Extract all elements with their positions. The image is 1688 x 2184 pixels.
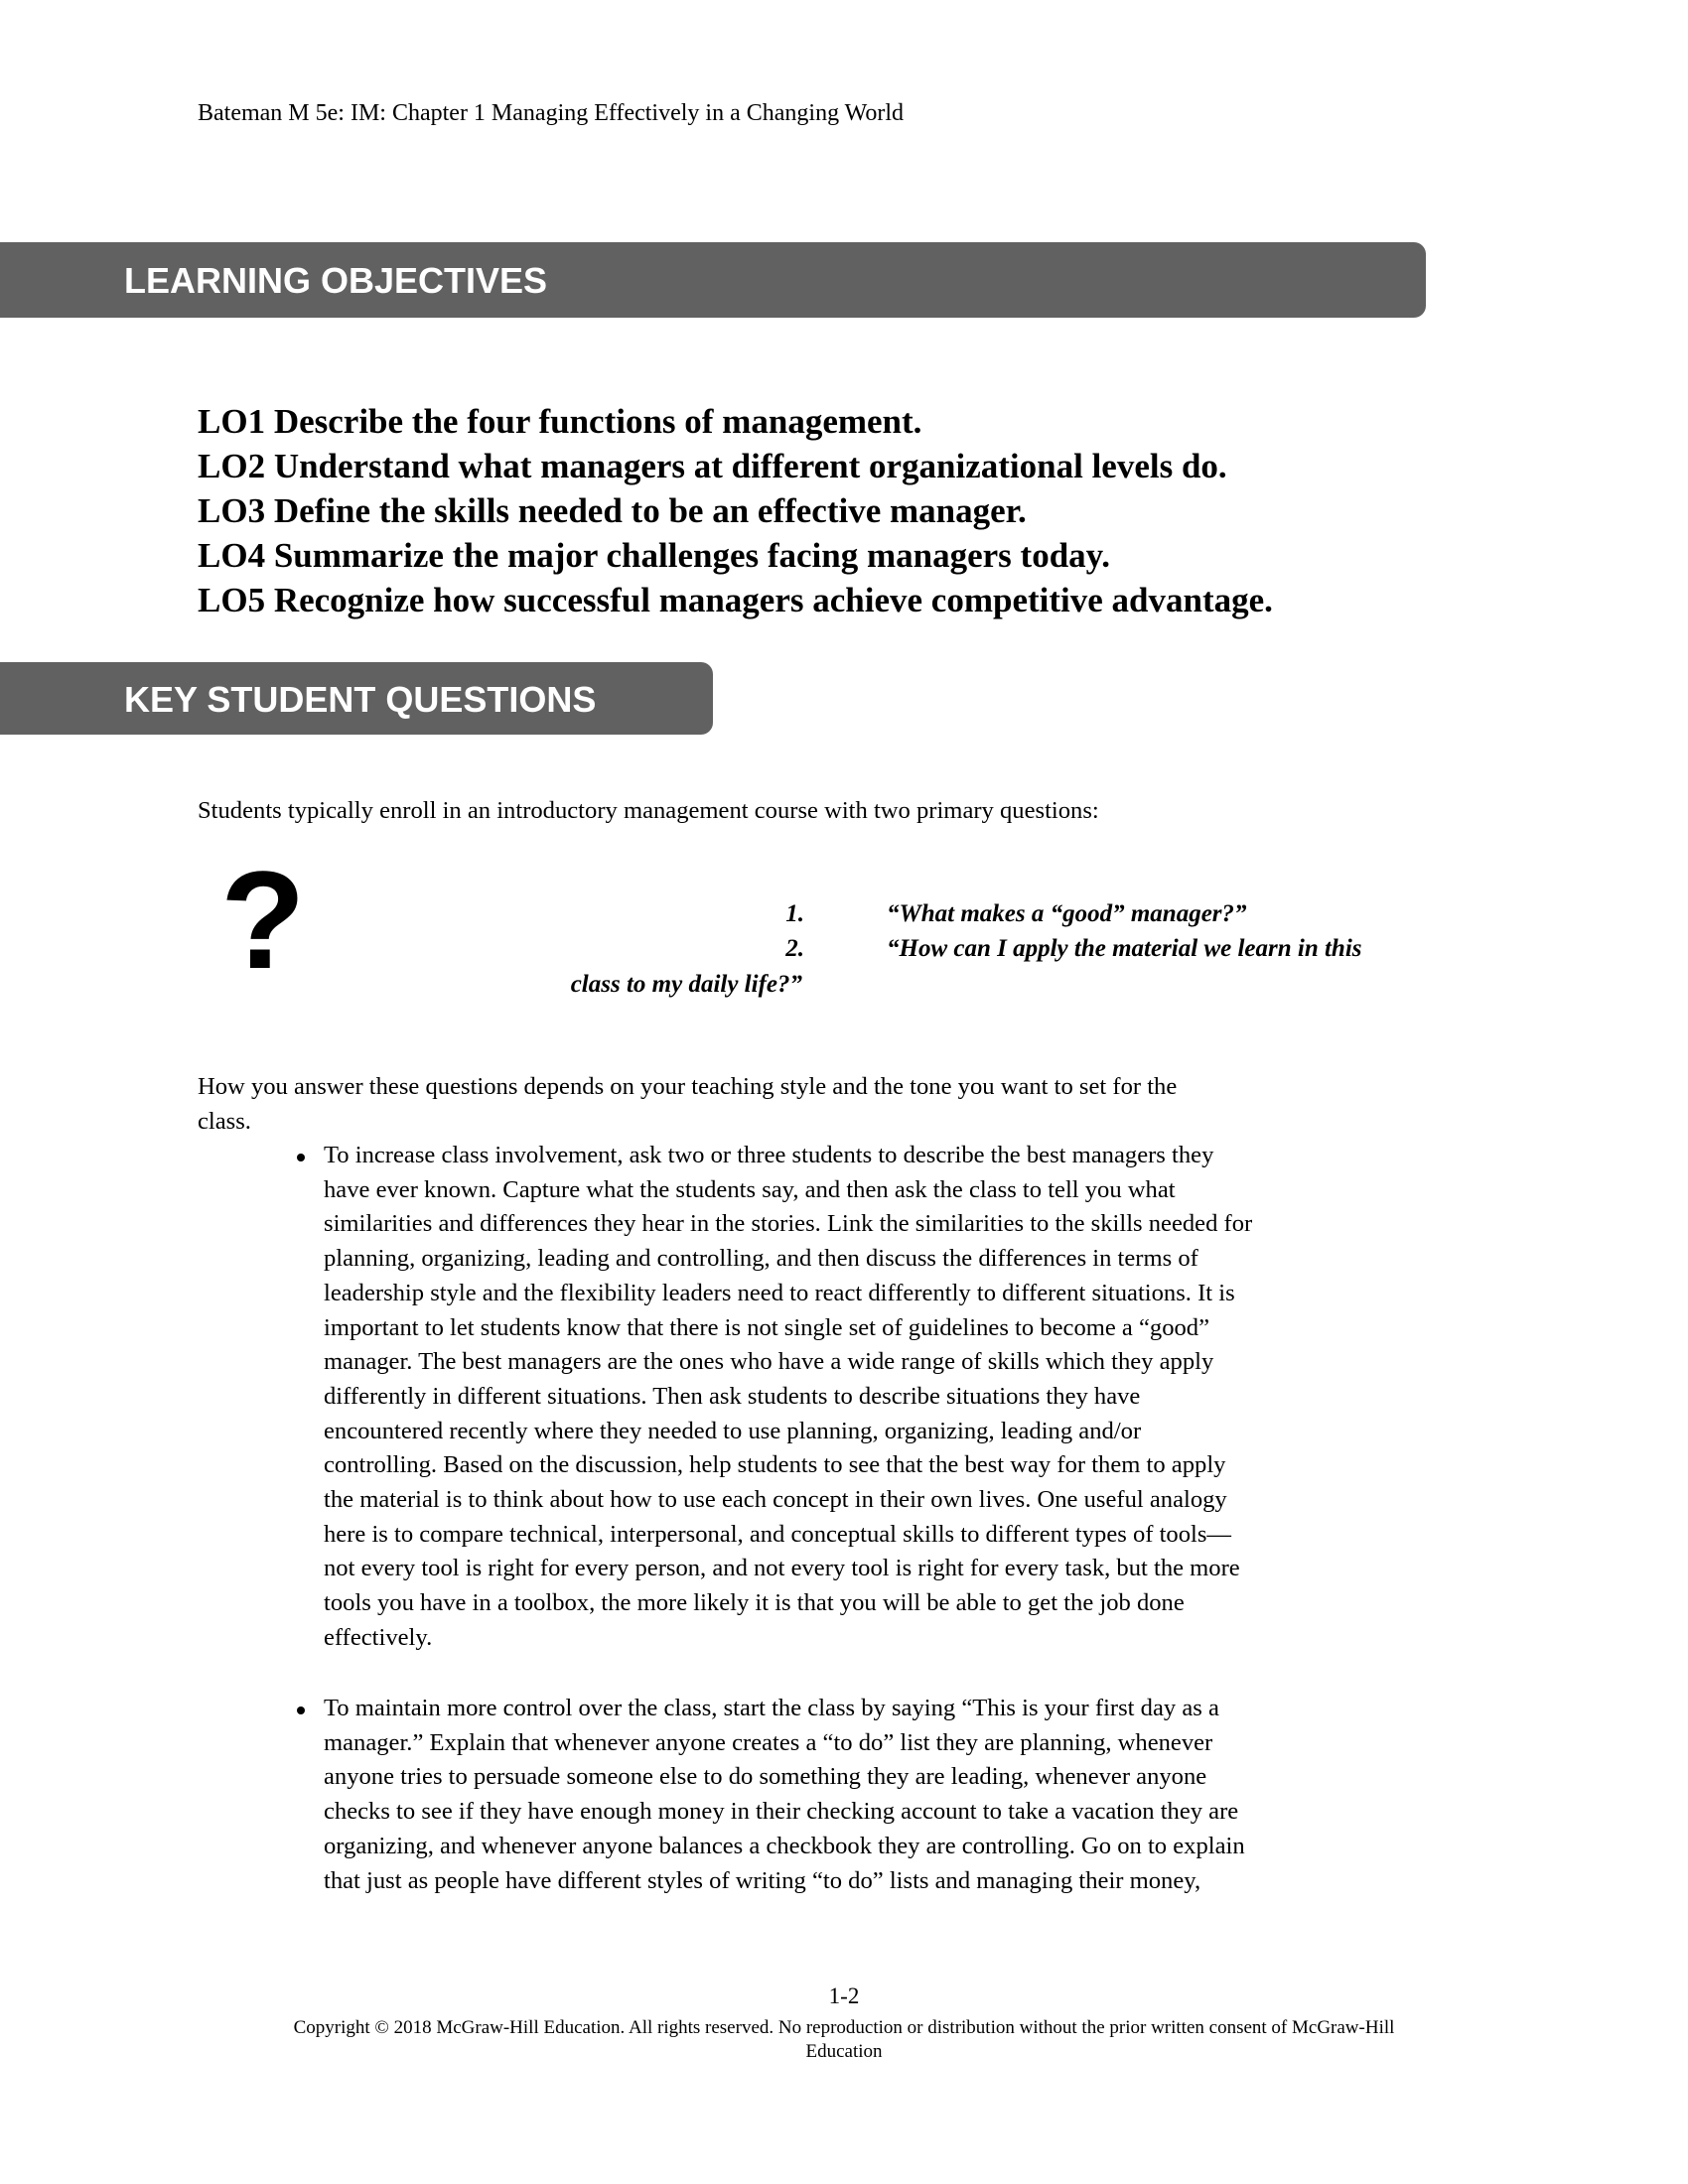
bullet-line: have ever known. Capture what the students say, and then ask the class to tell you what: [324, 1175, 1176, 1203]
bullet-line: controlling. Based on the discussion, help students to see that the best way for them to apply: [324, 1451, 1226, 1479]
section-heading: KEY STUDENT QUESTIONS: [124, 679, 597, 720]
bullet-icon: [297, 1154, 305, 1161]
bullet-line: To increase class involvement, ask two or three students to describe the best managers they: [324, 1142, 1214, 1168]
bullet-line: not every tool is right for every person, and not every tool is right for every task, but the more: [324, 1555, 1240, 1582]
bullet-line: anyone tries to persuade someone else to do something they are leading, whenever anyone: [324, 1763, 1207, 1791]
question-number: 1.: [785, 900, 804, 927]
question-text-continuation: class to my daily life?”: [570, 971, 802, 998]
key-student-questions-banner: [0, 662, 713, 735]
learning-objectives-list: [198, 399, 1273, 622]
bullet-line: that just as people have different styles of writing “to do” lists and managing their money,: [324, 1866, 1201, 1894]
bullet-line: important to let students know that there is not single set of guidelines to become a “good”: [324, 1313, 1210, 1341]
bullet-line: planning, organizing, leading and controlling, and then discuss the differences in terms of: [324, 1245, 1198, 1273]
copyright-line: Copyright © 2018 McGraw-Hill Education. All rights reserved. No reproduction or distribution without the prior written consent of McGraw-Hill: [293, 2017, 1395, 2038]
question-text: “What makes a “good” manager?”: [887, 900, 1247, 927]
copyright-notice: [0, 2016, 1688, 2064]
objective-item: LO1 Describe the four functions of management.: [198, 402, 922, 441]
bullet-line: effectively.: [324, 1623, 433, 1651]
objective-item: LO2 Understand what managers at different organizational levels do.: [198, 447, 1227, 485]
section-heading: LEARNING OBJECTIVES: [124, 260, 548, 301]
question-text: “How can I apply the material we learn in this: [887, 935, 1362, 962]
bullet-line: leadership style and the flexibility leaders need to react differently to different situations. It is: [324, 1279, 1235, 1306]
bullet-line: here is to compare technical, interpersonal, and conceptual skills to different types of tools—: [324, 1520, 1232, 1548]
objective-item: LO3 Define the skills needed to be an effective manager.: [198, 491, 1027, 530]
objective-item: LO4 Summarize the major challenges facing managers today.: [198, 536, 1110, 575]
question-mark-icon: ?: [220, 842, 306, 998]
bullet-item: [324, 1692, 1245, 1898]
bullet-icon: [297, 1706, 305, 1714]
bullet-line: differently in different situations. Then ask students to describe situations they have: [324, 1382, 1141, 1410]
bullet-line: manager.” Explain that whenever anyone creates a “to do” list they are planning, whenever: [324, 1728, 1213, 1756]
bullet-line: organizing, and whenever anyone balances a checkbook they are controlling. Go on to explain: [324, 1832, 1245, 1859]
page-number: 1-2: [828, 1983, 860, 2008]
bullet-line: To maintain more control over the class, start the class by saying “This is your first day as a: [324, 1695, 1219, 1721]
bullet-line: the material is to think about how to use each concept in their own lives. One useful analogy: [324, 1486, 1227, 1514]
question-number: 2.: [785, 935, 804, 962]
copyright-line: Education: [805, 2041, 883, 2062]
bullet-line: manager. The best managers are the ones who have a wide range of skills which they apply: [324, 1348, 1214, 1376]
bullet-line: similarities and differences they hear in the stories. Link the similarities to the skills needed for: [324, 1210, 1253, 1238]
answer-paragraph: [198, 1070, 1177, 1139]
paragraph-line: class.: [198, 1107, 251, 1135]
intro-paragraph: Students typically enroll in an introductory management course with two primary questions:: [198, 797, 1099, 824]
running-head: Bateman M 5e: IM: Chapter 1 Managing Effectively in a Changing World: [198, 100, 905, 126]
bullet-line: tools you have in a toolbox, the more likely it is that you will be able to get the job done: [324, 1589, 1185, 1617]
bullet-line: checks to see if they have enough money in their checking account to take a vacation they are: [324, 1798, 1239, 1826]
bullet-line: encountered recently where they needed to use planning, organizing, leading and/or: [324, 1417, 1142, 1444]
paragraph-line: How you answer these questions depends on your teaching style and the tone you want to set for the: [198, 1073, 1178, 1100]
bullet-item: [324, 1139, 1252, 1656]
learning-objectives-banner: [0, 242, 1426, 318]
objective-item: LO5 Recognize how successful managers achieve competitive advantage.: [198, 581, 1273, 619]
